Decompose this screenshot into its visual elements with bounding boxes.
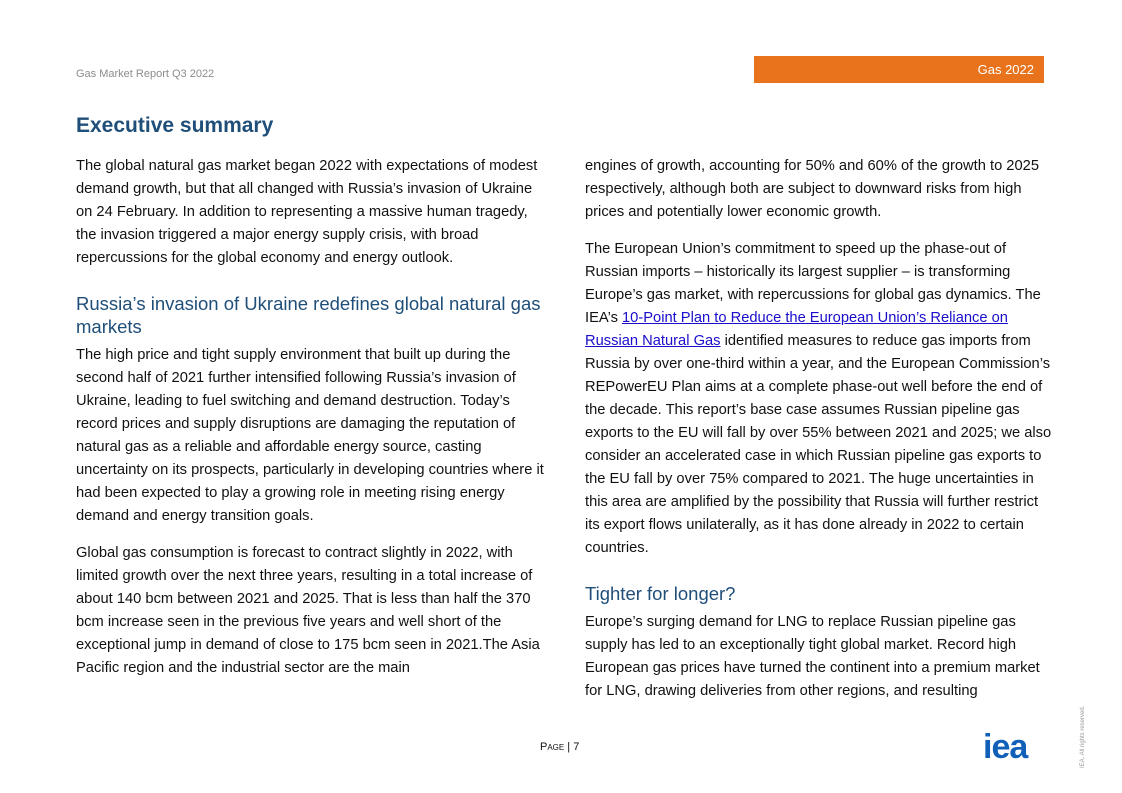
page-label: Page xyxy=(540,741,565,753)
iea-logo: iea xyxy=(983,728,1028,766)
page-number-value: 7 xyxy=(573,741,580,753)
section-badge: Gas 2022 xyxy=(754,56,1044,83)
right-column xyxy=(585,155,1055,717)
section-heading: Tighter for longer? xyxy=(585,583,736,604)
body-paragraph: Europe’s surging demand for LNG to replace Russian pipeline gas supply has led to an exceptionally tight global market. Record high European gas prices have turned the continent into a premium market for LNG, drawing deliveries from other regions, and resulting xyxy=(585,614,1040,699)
body-paragraph: Global gas consumption is forecast to contract slightly in 2022, with limited growth over the next three years, resulting in a total increase of about 140 bcm between 2021 and 2025. That is less than half the 370 bcm increase seen in the previous five years and well short of the exceptional jump in demand of close to 175 bcm seen in 2021.The Asia Pacific region and the industrial sector are the main xyxy=(76,545,540,676)
section-heading: Russia’s invasion of Ukraine redefines global natural gas markets xyxy=(76,293,541,337)
body-paragraph: The global natural gas market began 2022 with expectations of modest demand growth, but that all changed with Russia’s invasion of Ukraine on 24 February. In addition to representing a massive human tragedy, the invasion triggered a major energy supply crisis, with broad repercussions for the global economy and energy outlook. xyxy=(76,158,538,266)
paragraph-text: The European Union’s commitment to speed up the phase-out of Russian imports – historically its largest supplier – is transforming Europe’s gas market, with repercussions for global gas dynamics. The IEA’s xyxy=(585,241,1041,326)
page-number: Page | 7 xyxy=(540,741,580,753)
left-column xyxy=(76,155,546,694)
body-paragraph: The high price and tight supply environment that built up during the second half of 2021 further intensified following Russia’s invasion of Ukraine, leading to fuel switching and demand destruction. Today’s record prices and supply disruptions are damaging the reputation of natural gas as a reliable and affordable energy source, casting uncertainty on its prospects, particularly in developing countries where it had been expected to play a growing role in meeting rising energy demand and energy transition goals. xyxy=(76,347,544,524)
rights-notice: IEA. All rights reserved. xyxy=(1080,705,1086,768)
paragraph-text: identified measures to reduce gas imports from Russia by over one-third within a year, and the European Commission’s REPowerEU Plan aims at a complete phase-out well before the end of the decade. This report’s base case assumes Russian pipeline gas exports to the EU will fall by over 55% between 2021 and 2025; we also consider an accelerated case in which Russian pipeline gas exports to the EU fall by over 75% compared to 2021. The huge uncertainties in this area are amplified by the possibility that Russia will further restrict its export flows unilaterally, as it has done already in 2022 to certain countries. xyxy=(585,333,1052,556)
body-paragraph: engines of growth, accounting for 50% and 60% of the growth to 2025 respectively, although both are subject to downward risks from high prices and potentially lower economic growth. xyxy=(585,158,1039,220)
body-paragraph-with-link xyxy=(585,238,1055,560)
ten-point-plan-link[interactable]: 10-Point Plan to Reduce the European Union’s Reliance on Russian Natural Gas xyxy=(585,310,1008,349)
page-title: Executive summary xyxy=(76,114,274,137)
running-header: Gas Market Report Q3 2022 xyxy=(76,68,215,80)
